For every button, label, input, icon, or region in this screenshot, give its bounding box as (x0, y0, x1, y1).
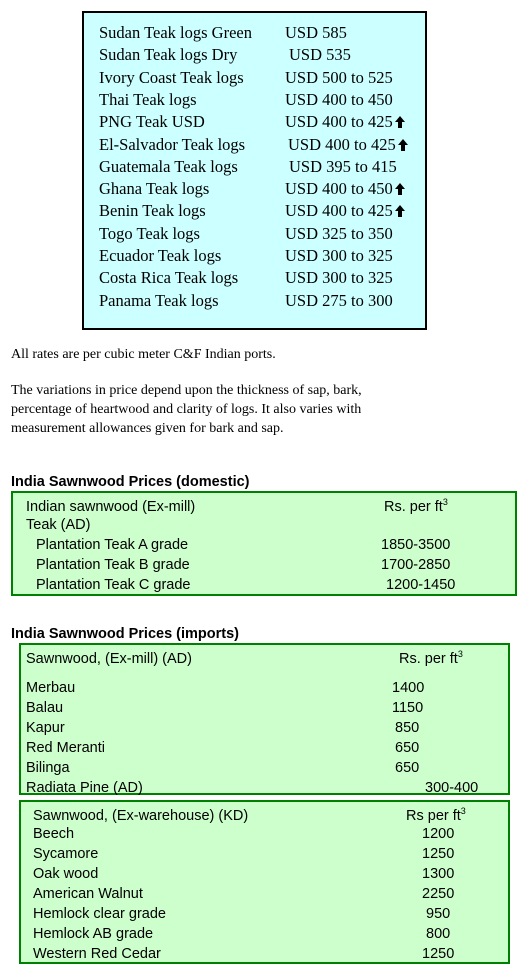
teak-log-price (285, 179, 405, 199)
teak-log-price (285, 246, 393, 266)
exwarehouse-row-name: Beech (33, 826, 75, 842)
exwarehouse-row-price: 800 (426, 926, 451, 942)
teak-log-price (289, 157, 397, 177)
exwarehouse-header-unit: Rs per $ft^3$ (406, 806, 466, 824)
exmill-row-name: Bilinga (26, 760, 70, 776)
variations-note-line-3: measurement allowances given for bark and sap. (11, 421, 284, 436)
exmill-row-name: Red Meranti (26, 740, 105, 756)
exwarehouse-row-price: 2250 (422, 886, 455, 902)
exwarehouse-row-price: 1250 (422, 946, 455, 962)
domestic-subheader: Teak (AD) (26, 517, 91, 533)
teak-log-name: PNG Teak USD (99, 112, 205, 132)
teak-log-name: Togo Teak logs (99, 223, 200, 243)
domestic-row-price: 1700-2850 (381, 557, 451, 573)
exmill-row-name: Radiata Pine (AD) (26, 780, 143, 796)
teak-log-price (285, 90, 393, 110)
up-arrow-icon (395, 205, 405, 217)
teak-log-name: Thai Teak logs (99, 89, 197, 109)
teak-log-price-text: USD 300 to 325 (285, 246, 393, 265)
exwarehouse-row-name: Sycamore (33, 846, 99, 862)
domestic-row-price: 1850-3500 (381, 537, 451, 553)
exwarehouse-row-price: 1300 (422, 866, 455, 882)
teak-log-price-text: USD 535 (289, 45, 351, 65)
exwarehouse-row-name: Hemlock AB grade (33, 926, 154, 942)
teak-log-prices-box (82, 11, 427, 330)
teak-log-name: Ecuador Teak logs (99, 246, 222, 265)
teak-log-name: Benin Teak logs (99, 201, 206, 221)
domestic-price-table (11, 491, 517, 596)
teak-log-price-text: USD 585 (285, 23, 347, 42)
teak-log-name: Ghana Teak logs (99, 179, 210, 199)
exwarehouse-row-price: 1200 (422, 826, 455, 842)
teak-log-name: Costa Rica Teak logs (99, 268, 239, 288)
exmill-header-label: Sawnwood, (Ex-mill) (AD) (26, 651, 192, 667)
exwarehouse-row-name: Hemlock clear grade (33, 906, 166, 922)
teak-log-price-text: USD 400 to 425 (285, 112, 393, 132)
teak-log-name: Ivory Coast Teak logs (99, 67, 244, 87)
domestic-row-name: Plantation Teak B grade (36, 557, 190, 573)
teak-log-price (288, 135, 408, 155)
teak-log-name: Panama Teak logs (99, 290, 219, 310)
teak-log-price (285, 112, 405, 132)
teak-log-price-text: USD 400 to 425 (288, 134, 396, 154)
exmill-header-unit: Rs. per $ft^3$ (399, 649, 463, 667)
teak-log-name: El-Salvador Teak logs (99, 134, 246, 154)
teak-log-price (285, 68, 393, 88)
up-arrow-icon (398, 139, 408, 151)
up-arrow-icon (395, 116, 405, 128)
exwarehouse-row-price: 1250 (422, 846, 455, 862)
imports-exwarehouse-table (19, 800, 510, 964)
teak-log-name: Guatemala Teak logs (99, 156, 238, 176)
exmill-row-price: 1400 (392, 680, 425, 696)
exmill-row-price: 650 (395, 760, 420, 776)
teak-log-price (285, 268, 393, 288)
exmill-row-name: Balau (26, 700, 64, 716)
imports-exmill-table (19, 643, 510, 795)
rates-note: All rates are per cubic meter C&F Indian ports. (11, 347, 276, 362)
exwarehouse-row-name: Oak wood (33, 866, 99, 882)
teak-log-price-text: USD 275 to 300 (285, 290, 393, 310)
domestic-heading: India Sawnwood Prices (domestic) (11, 474, 250, 490)
teak-log-price (289, 45, 351, 65)
exwarehouse-row-name: Western Red Cedar (33, 946, 161, 962)
variations-note-line-2: percentage of heartwood and clarity of logs. It also varies with (11, 402, 362, 417)
teak-log-price (285, 224, 393, 244)
exmill-row-price: 1150 (392, 700, 424, 716)
variations-note-line-1: The variations in price depend upon the thickness of sap, bark, (11, 383, 362, 398)
teak-log-price-text: USD 500 to 525 (285, 67, 393, 87)
teak-log-name: Sudan Teak logs Green (99, 23, 252, 42)
exwarehouse-row-price: 950 (426, 906, 451, 922)
imports-heading: India Sawnwood Prices (imports) (11, 626, 240, 642)
exmill-row-name: Kapur (26, 720, 65, 736)
teak-log-name: Sudan Teak logs Dry (99, 45, 238, 65)
teak-log-price (285, 291, 393, 311)
exmill-row-price: 850 (395, 720, 420, 736)
teak-log-price-text: USD 400 to 450 (285, 179, 393, 199)
exmill-row-price: 650 (395, 740, 420, 756)
domestic-header-unit: Rs. per $ft^3$ (384, 497, 448, 515)
domestic-row-price: 1200-1450 (386, 577, 456, 593)
teak-log-price-text: USD 325 to 350 (285, 223, 393, 243)
up-arrow-icon (395, 183, 405, 195)
exmill-row-price: 300-400 (425, 780, 479, 796)
teak-log-price-text: USD 395 to 415 (289, 156, 397, 176)
teak-log-price-text: USD 400 to 425 (285, 201, 393, 221)
exwarehouse-header-label: Sawnwood, (Ex-warehouse) (KD) (33, 808, 249, 824)
teak-log-price-text: USD 300 to 325 (285, 268, 393, 288)
teak-log-price (285, 201, 405, 221)
teak-log-price-text: USD 400 to 450 (285, 89, 393, 109)
exmill-row-name: Merbau (26, 680, 76, 696)
teak-log-price (285, 23, 347, 43)
exwarehouse-row-name: American Walnut (33, 886, 143, 902)
domestic-row-name: Plantation Teak C grade (36, 577, 191, 593)
domestic-header-label: Indian sawnwood (Ex-mill) (26, 499, 196, 515)
domestic-row-name: Plantation Teak A grade (36, 537, 189, 553)
